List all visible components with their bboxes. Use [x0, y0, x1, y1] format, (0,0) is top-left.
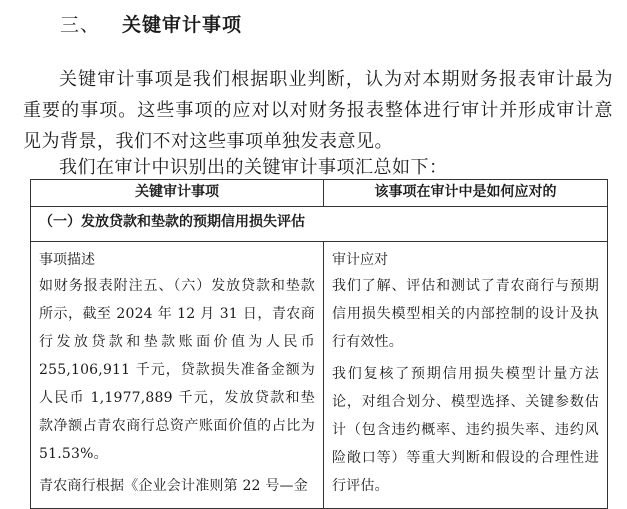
header-audit-response: 该事项在审计中是如何应对的	[324, 180, 608, 207]
audit-response-text: 我们了解、评估和测试了青农商行与预期信用损失模型相关的内部控制的设计及执行有效性。	[332, 278, 599, 350]
table-subheading-row	[31, 207, 608, 242]
matter-description-text-continued: 青农商行根据《企业会计准则第 22 号—金	[39, 478, 308, 494]
matter-description-text: 如财务报表附注五、（六）发放贷款和垫款所示，截至 2024 年 12 月 31 日，青农商行发放贷款和垫款账面价值为人民币 255,106,911 千元，贷款损失准备金额为人民币 1,1977,889 千元，发放贷款和垫款净额占青农商行总资产账面价值的占比为 51.53%。	[39, 278, 315, 462]
matter-description-cell	[31, 242, 324, 509]
matter-subheading: （一）发放贷款和垫款的预期信用损失评估	[31, 207, 608, 242]
audit-response-text-continued: 我们复核了预期信用损失模型计量方法论，对组合划分、模型选择、关键参数估计（包含违约概率、违约损失率、违约风险敞口等）等重大判断和假设的合理性进行评估。	[332, 366, 599, 494]
key-audit-matters-table	[30, 179, 608, 509]
section-title: 关键审计事项	[122, 14, 243, 36]
matter-description-title: 事项描述	[39, 252, 95, 268]
intro-paragraph: 关键审计事项是我们根据职业判断，认为对本期财务报表审计最为重要的事项。这些事项的应对以对财务报表整体进行审计并形成审计意见为背景，我们不对这些事项单独发表意见。	[23, 69, 613, 152]
table-row	[31, 242, 608, 509]
summary-lead-paragraph: 我们在审计中识别出的关键审计事项汇总如下：	[59, 157, 448, 178]
section-number: 三、	[60, 14, 101, 36]
table-header-row	[31, 180, 608, 207]
audit-response-title: 审计应对	[332, 252, 388, 268]
header-key-audit-matter: 关键审计事项	[31, 180, 324, 207]
section-heading	[60, 10, 242, 37]
audit-response-cell	[324, 242, 608, 509]
